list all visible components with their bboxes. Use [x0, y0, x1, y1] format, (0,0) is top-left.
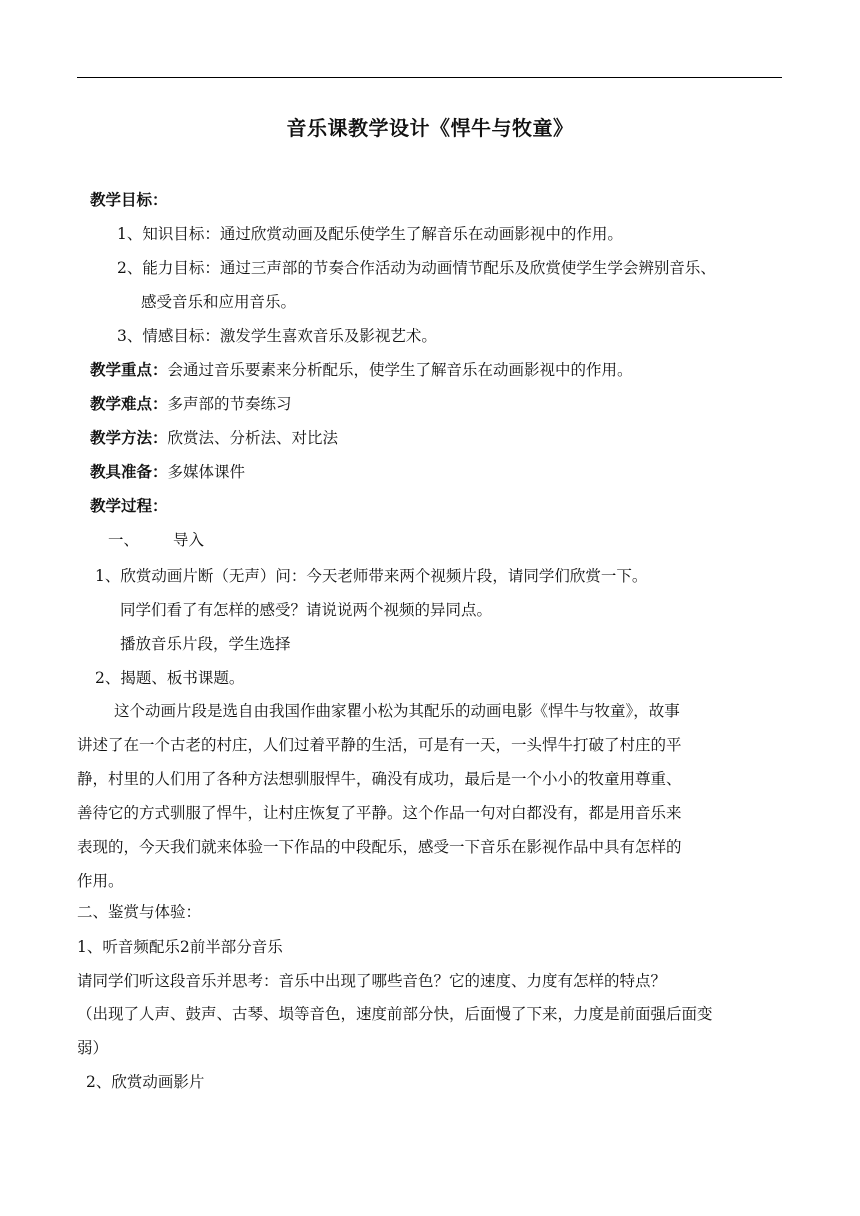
materials-text: 多媒体课件	[167, 463, 246, 481]
difficulties-text: 多声部的节奏练习	[167, 395, 292, 413]
process-line: 静，村里的人们用了各种方法想驯服悍牛，确没有成功，最后是一个小小的牧童用尊重、	[77, 770, 682, 788]
process-line: 1、欣赏动画片断（无声）问：今天老师带来两个视频片段，请同学们欣赏一下。	[95, 567, 648, 585]
process-line: 讲述了在一个古老的村庄，人们过着平静的生活，可是有一天，一头悍牛打破了村庄的平	[77, 736, 682, 754]
objective-knowledge: 1、知识目标：通过欣赏动画及配乐使学生了解音乐在动画影视中的作用。	[117, 225, 623, 243]
difficulties-label: 教学难点：	[90, 395, 168, 413]
methods	[90, 428, 338, 448]
methods-text: 欣赏法、分析法、对比法	[167, 429, 339, 447]
key-points-label: 教学重点：	[90, 361, 168, 379]
section1-heading	[108, 530, 204, 550]
header-rule	[77, 77, 782, 78]
process-line: 弱）	[77, 1039, 109, 1057]
process-line: 这个动画片段是选自由我国作曲家瞿小松为其配乐的动画电影《悍牛与牧童》，故事	[114, 702, 680, 720]
process-line: 1、听音频配乐2前半部分音乐	[77, 938, 283, 956]
difficulties	[90, 394, 292, 414]
process-line: 2、揭题、板书课题。	[95, 669, 245, 687]
objectives-heading: 教学目标：	[90, 191, 168, 209]
section1-number: 一、	[108, 531, 140, 549]
process-line: 2、欣赏动画影片	[86, 1073, 205, 1091]
process-line: 请同学们听这段音乐并思考：音乐中出现了哪些音色？它的速度、力度有怎样的特点？	[77, 972, 667, 990]
objective-ability: 2、能力目标：通过三声部的节奏合作活动为动画情节配乐及欣赏使学生学会辨别音乐、	[117, 259, 716, 277]
objective-ability-cont: 感受音乐和应用音乐。	[141, 293, 297, 311]
document-title: 音乐课教学设计《悍牛与牧童》	[286, 116, 574, 140]
process-heading: 教学过程：	[90, 497, 168, 515]
key-points	[90, 360, 633, 380]
objective-emotion: 3、情感目标：激发学生喜欢音乐及影视艺术。	[117, 327, 437, 345]
process-line: 善待它的方式驯服了悍牛，让村庄恢复了平静。这个作品一句对白都没有，都是用音乐来	[77, 804, 682, 822]
key-points-text: 会通过音乐要素来分析配乐，使学生了解音乐在动画影视中的作用。	[167, 361, 633, 379]
process-line: 表现的，今天我们就来体验一下作品的中段配乐，感受一下音乐在影视作品中具有怎样的	[77, 838, 682, 856]
process-line: 作用。	[77, 872, 124, 890]
materials-label: 教具准备：	[90, 463, 168, 481]
process-line: 播放音乐片段，学生选择	[120, 635, 291, 653]
materials	[90, 462, 245, 482]
process-line: 同学们看了有怎样的感受？请说说两个视频的异同点。	[120, 601, 493, 619]
section2-heading: 二、鉴赏与体验：	[77, 903, 202, 921]
methods-label: 教学方法：	[90, 429, 168, 447]
section1-title: 导入	[173, 531, 205, 549]
process-line: （出现了人声、鼓声、古琴、埙等音色，速度前部分快，后面慢了下来，力度是前面强后面变	[77, 1005, 713, 1023]
